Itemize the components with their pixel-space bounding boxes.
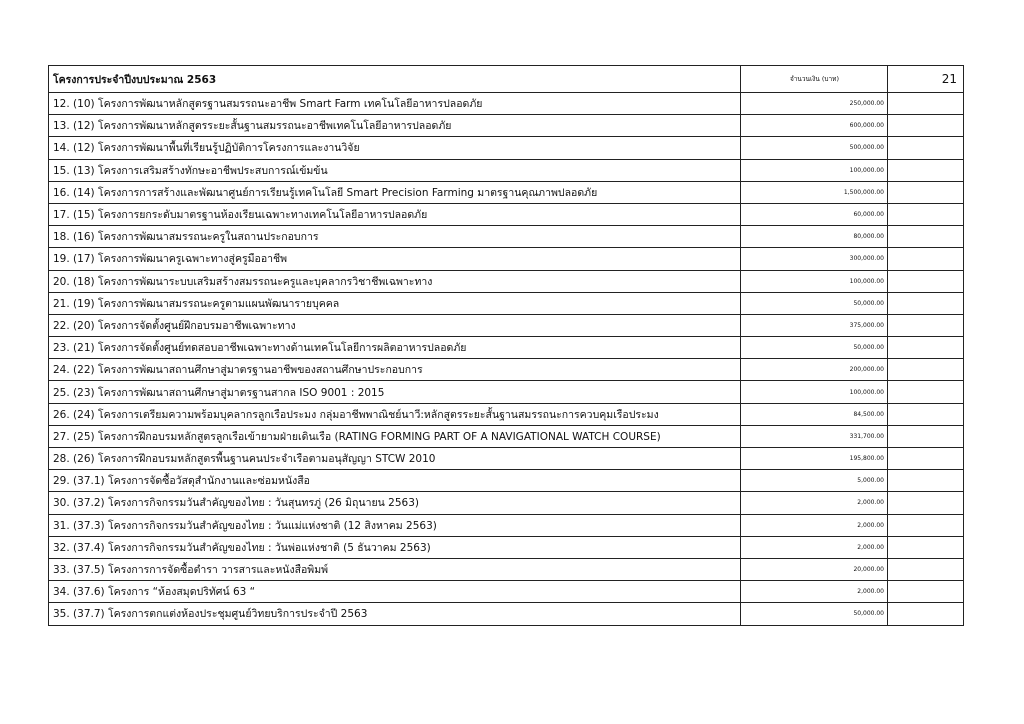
table-row: [49, 248, 964, 270]
project-amount: 100,000.00: [741, 159, 888, 181]
empty-cell: [888, 448, 964, 470]
project-name: 27. (25) โครงการฝึกอบรมหลักสูตรลูกเรือเข้ายามฝ่ายเดินเรือ (RATING FORMING PART OF A NAVIGATIONAL WATCH COURSE): [49, 425, 741, 447]
project-name: 13. (12) โครงการพัฒนาหลักสูตรระยะสั้นฐานสมรรถนะอาชีพเทคโนโลยีอาหารปลอดภัย: [49, 115, 741, 137]
table-row: [49, 226, 964, 248]
project-name: 31. (37.3) โครงการกิจกรรมวันสำคัญของไทย : วันแม่แห่งชาติ (12 สิงหาคม 2563): [49, 514, 741, 536]
page-number: 21: [888, 66, 964, 93]
table-row: [49, 603, 964, 625]
project-name: 17. (15) โครงการยกระดับมาตรฐานห้องเรียนเฉพาะทางเทคโนโลยีอาหารปลอดภัย: [49, 203, 741, 225]
project-name: 32. (37.4) โครงการกิจกรรมวันสำคัญของไทย : วันพ่อแห่งชาติ (5 ธันวาคม 2563): [49, 536, 741, 558]
project-name: 16. (14) โครงการการสร้างและพัฒนาศูนย์การเรียนรู้เทคโนโลยี Smart Precision Farming มาตรฐานคุณภาพปลอดภัย: [49, 181, 741, 203]
project-name: 15. (13) โครงการเสริมสร้างทักษะอาชีพประสบการณ์เข้มข้น: [49, 159, 741, 181]
table-row: [49, 514, 964, 536]
table-row: [49, 203, 964, 225]
project-amount: 300,000.00: [741, 248, 888, 270]
project-name: 28. (26) โครงการฝึกอบรมหลักสูตรพื้นฐานคนประจำเรือตามอนุสัญญา STCW 2010: [49, 448, 741, 470]
table-row: [49, 270, 964, 292]
table-row: [49, 403, 964, 425]
project-name: 23. (21) โครงการจัดตั้งศูนย์ทดสอบอาชีพเฉพาะทางด้านเทคโนโลยีการผลิตอาหารปลอดภัย: [49, 337, 741, 359]
table-row: [49, 492, 964, 514]
project-name: 34. (37.6) โครงการ “ห้องสมุดปริทัศน์ 63 “: [49, 581, 741, 603]
project-name: 30. (37.2) โครงการกิจกรรมวันสำคัญของไทย : วันสุนทรภู่ (26 มิถุนายน 2563): [49, 492, 741, 514]
project-amount: 2,000.00: [741, 514, 888, 536]
empty-cell: [888, 536, 964, 558]
table-row: [49, 558, 964, 580]
project-name: 21. (19) โครงการพัฒนาสมรรถนะครูตามแผนพัฒนารายบุคคล: [49, 292, 741, 314]
empty-cell: [888, 581, 964, 603]
project-name: 29. (37.1) โครงการจัดซื้อวัสดุสำนักงานและซ่อมหนังสือ: [49, 470, 741, 492]
project-name: 12. (10) โครงการพัฒนาหลักสูตรฐานสมรรถนะอาชีพ Smart Farm เทคโนโลยีอาหารปลอดภัย: [49, 93, 741, 115]
empty-cell: [888, 270, 964, 292]
project-name: 33. (37.5) โครงการการจัดซื้อตำรา วารสารและหนังสือพิมพ์: [49, 558, 741, 580]
empty-cell: [888, 403, 964, 425]
table-row: [49, 181, 964, 203]
table-row: [49, 93, 964, 115]
empty-cell: [888, 492, 964, 514]
table-row: [49, 159, 964, 181]
empty-cell: [888, 159, 964, 181]
project-amount: 1,500,000.00: [741, 181, 888, 203]
empty-cell: [888, 337, 964, 359]
table-row: [49, 581, 964, 603]
project-amount: 2,000.00: [741, 536, 888, 558]
project-name: 18. (16) โครงการพัฒนาสมรรถนะครูในสถานประกอบการ: [49, 226, 741, 248]
table-row: [49, 337, 964, 359]
empty-cell: [888, 181, 964, 203]
project-amount: 500,000.00: [741, 137, 888, 159]
project-amount: 250,000.00: [741, 93, 888, 115]
empty-cell: [888, 381, 964, 403]
project-name: 26. (24) โครงการเตรียมความพร้อมบุคลากรลูกเรือประมง กลุ่มอาชีพพาณิชย์นาวี:หลักสูตรระยะสั้นฐานสมรรถนะการควบคุมเรือประมง: [49, 403, 741, 425]
project-amount: 331,700.00: [741, 425, 888, 447]
project-amount: 600,000.00: [741, 115, 888, 137]
table-row: [49, 470, 964, 492]
project-name: 14. (12) โครงการพัฒนาพื้นที่เรียนรู้ปฏิบัติการโครงการและงานวิจัย: [49, 137, 741, 159]
table-row: [49, 448, 964, 470]
empty-cell: [888, 359, 964, 381]
table-row: [49, 359, 964, 381]
table-row: [49, 115, 964, 137]
project-amount: 195,800.00: [741, 448, 888, 470]
empty-cell: [888, 603, 964, 625]
table-title: โครงการประจำปีงบประมาณ 2563: [49, 66, 741, 93]
empty-cell: [888, 292, 964, 314]
empty-cell: [888, 248, 964, 270]
empty-cell: [888, 115, 964, 137]
project-amount: 60,000.00: [741, 203, 888, 225]
project-amount: 84,500.00: [741, 403, 888, 425]
empty-cell: [888, 514, 964, 536]
project-amount: 375,000.00: [741, 314, 888, 336]
amount-column-header: จำนวนเงิน (บาท): [741, 66, 888, 93]
table-row: [49, 137, 964, 159]
empty-cell: [888, 314, 964, 336]
project-name: 35. (37.7) โครงการตกแต่งห้องประชุมศูนย์วิทยบริการประจำปี 2563: [49, 603, 741, 625]
empty-cell: [888, 203, 964, 225]
project-amount: 100,000.00: [741, 381, 888, 403]
budget-document: [48, 65, 963, 626]
empty-cell: [888, 226, 964, 248]
empty-cell: [888, 137, 964, 159]
empty-cell: [888, 425, 964, 447]
project-amount: 20,000.00: [741, 558, 888, 580]
empty-cell: [888, 558, 964, 580]
table-row: [49, 292, 964, 314]
project-amount: 80,000.00: [741, 226, 888, 248]
budget-table: [48, 65, 964, 626]
project-name: 20. (18) โครงการพัฒนาระบบเสริมสร้างสมรรถนะครูและบุคลากรวิชาชีพเฉพาะทาง: [49, 270, 741, 292]
project-name: 25. (23) โครงการพัฒนาสถานศึกษาสู่มาตรฐานสากล ISO 9001 : 2015: [49, 381, 741, 403]
project-amount: 2,000.00: [741, 581, 888, 603]
project-name: 19. (17) โครงการพัฒนาครูเฉพาะทางสู่ครูมืออาชีพ: [49, 248, 741, 270]
empty-cell: [888, 93, 964, 115]
project-amount: 100,000.00: [741, 270, 888, 292]
project-amount: 50,000.00: [741, 292, 888, 314]
project-amount: 200,000.00: [741, 359, 888, 381]
project-amount: 50,000.00: [741, 337, 888, 359]
table-header-row: [49, 66, 964, 93]
project-amount: 2,000.00: [741, 492, 888, 514]
project-name: 24. (22) โครงการพัฒนาสถานศึกษาสู่มาตรฐานอาชีพของสถานศึกษาประกอบการ: [49, 359, 741, 381]
project-name: 22. (20) โครงการจัดตั้งศูนย์ฝึกอบรมอาชีพเฉพาะทาง: [49, 314, 741, 336]
table-row: [49, 536, 964, 558]
table-row: [49, 425, 964, 447]
project-amount: 5,000.00: [741, 470, 888, 492]
table-row: [49, 314, 964, 336]
project-amount: 50,000.00: [741, 603, 888, 625]
empty-cell: [888, 470, 964, 492]
table-row: [49, 381, 964, 403]
